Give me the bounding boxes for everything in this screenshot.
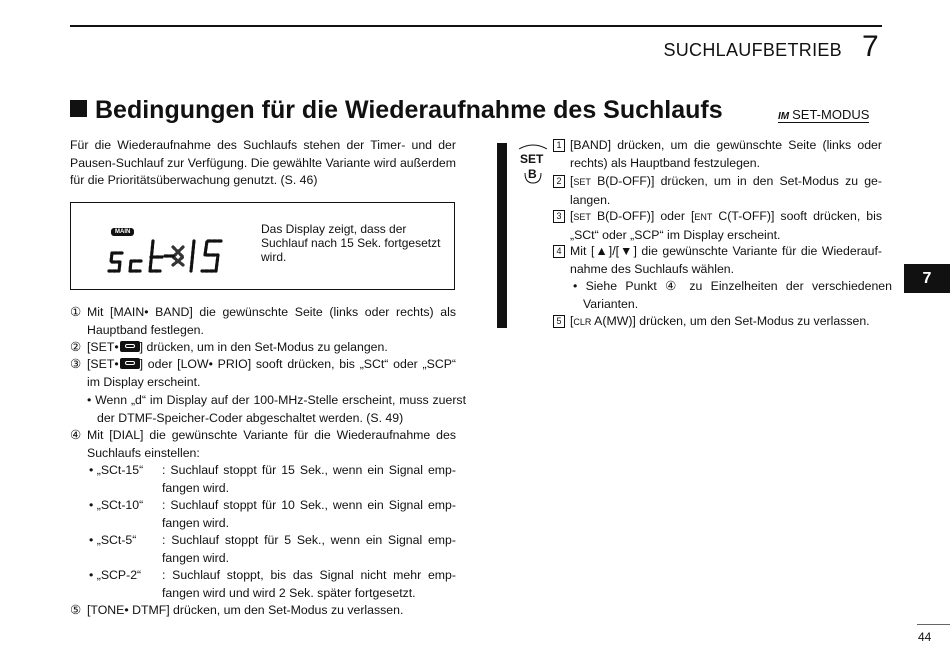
remote-section-bar: [497, 143, 507, 328]
remote-step-3: 3 [SET B(D-OFF)] oder [ENT C(T-OFF)] sooft drücken, bis „SCt“ oder „SCP“ im Display erscheint.: [553, 208, 882, 244]
chapter-tab[interactable]: 7: [904, 264, 950, 293]
remote-step-5: 5 [CLR A(MW)] drücken, um den Set-Modus zu verlassen.: [553, 313, 882, 332]
remote-step-1: 1 [BAND] drücken, um die gewünschte Seite (links oder rechts) als Hauptband festzulegen.: [553, 137, 882, 172]
section-title-text: Bedingungen für die Wiederaufnahme des Suchlaufs: [95, 96, 723, 124]
key-icon: [120, 358, 140, 369]
mode-label: SET-MODUS: [792, 107, 870, 122]
intro-paragraph: Für die Wiederaufnahme des Suchlaufs stehen der Timer- und der Pausen-Suchlauf zur Verfügung. Die gewählte Variante wird außerdem für die Prioritätsüberwachung genutzt. (S. 46): [70, 138, 456, 187]
display-caption: Das Display zeigt, dass der Suchlauf nach 15 Sek. fortgesetzt wird.: [261, 222, 441, 264]
page-number-rule: [917, 624, 950, 625]
remote-step-4-note: • Siehe Punkt ④ zu Einzelheiten der verschiedenen Varianten.: [573, 279, 892, 311]
mode-prefix: IM: [778, 111, 790, 122]
remote-step-4: 4 Mit [▲]/[▼] die gewünschte Variante für die Wiederaufnahme des Suchlaufs wählen.: [553, 243, 882, 278]
remote-step-2: 2 [SET B(D-OFF)] drücken, um in den Set-Modus zu gelangen.: [553, 173, 882, 209]
lcd-display-icon: [107, 235, 233, 275]
section-title: [70, 96, 723, 125]
page-number: 44: [918, 630, 932, 644]
chapter-title: SUCHLAUFBETRIEB: [663, 40, 842, 60]
step-5: ⑤ [TONE• DTMF] drücken, um den Set-Modus zu verlassen.: [70, 603, 404, 617]
header-rule: [70, 25, 882, 27]
key-icon: [120, 341, 140, 352]
step-3: ③ [SET• ] oder [LOW• PRIO] sooft drücken, bis „SCt“ oder „SCP“ im Display erscheint.: [70, 357, 456, 389]
step-2: ② [SET• ] drücken, um in den Set-Modus zu gelangen.: [70, 340, 388, 354]
option-scp-2: • „SCP-2“ : Suchlauf stoppt, bis das Signal nicht mehr empfangen wird und wird 2 Sek. später fortgesetzt.: [89, 568, 456, 600]
set-modus-label: [778, 107, 869, 123]
remote-set-b-icon: SET B: [517, 143, 549, 185]
display-illustration: [70, 202, 455, 290]
option-sct-15: • „SCt-15“ : Suchlauf stoppt für 15 Sek., wenn ein Signal empfangen wird.: [89, 463, 456, 495]
step-1: ① Mit [MAIN• BAND] die gewünschte Seite (links oder rechts) als Hauptband festlegen.: [70, 305, 456, 337]
chapter-number: 7: [862, 30, 879, 63]
step-3-note: • Wenn „d“ im Display auf der 100-MHz-Stelle erscheint, muss zuerst der DTMF-Speicher-Coder abgeschaltet werden. (S. 49): [87, 393, 466, 425]
option-sct-10: • „SCt-10“ : Suchlauf stoppt für 10 Sek., wenn ein Signal empfangen wird.: [89, 498, 456, 530]
main-badge: MAIN: [111, 228, 134, 236]
square-bullet-icon: [70, 100, 87, 117]
step-4: ④ Mit [DIAL] die gewünschte Variante für die Wiederaufnahme des Suchlaufs einstellen:: [70, 428, 456, 460]
option-sct-5: • „SCt-5“ : Suchlauf stoppt für 5 Sek., wenn ein Signal empfangen wird.: [89, 533, 456, 565]
